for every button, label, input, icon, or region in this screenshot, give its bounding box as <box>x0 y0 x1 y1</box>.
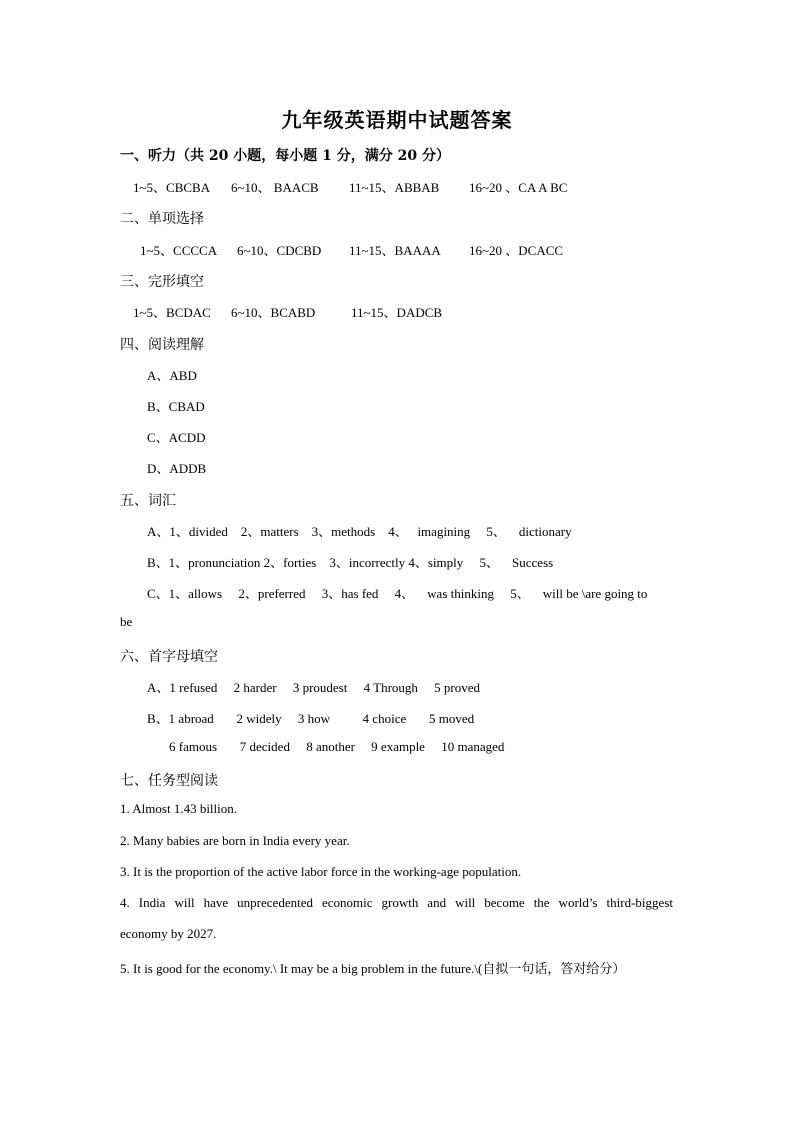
vocabulary-answer-c: C、1、allows 2、preferred 3、has fed 4、 was thinking 5、 will be \are going to <box>147 586 648 601</box>
listening-answer-4: 16~20 、CA A BC <box>469 180 568 195</box>
cloze-answer-2: 6~10、BCABD <box>231 305 316 320</box>
vocabulary-answer-c-continued: be <box>120 614 133 629</box>
page-title: 九年级英语期中试题答案 <box>281 108 513 132</box>
section-heading-reading: 四、阅读理解 <box>120 337 204 353</box>
section-heading-cloze: 三、完形填空 <box>120 274 204 290</box>
task-reading-answer-5: 5. It is good for the economy.\ It may be a big problem in the future.\(自拟一句话，答对给分） <box>120 961 626 976</box>
cloze-answer-3: 11~15、DADCB <box>351 305 443 320</box>
single-choice-answer-3: 11~15、BAAAA <box>349 243 441 258</box>
task-reading-answer-1: 1. Almost 1.43 billion. <box>120 801 238 816</box>
vocabulary-answer-a: A、1、divided 2、matters 3、methods 4、 imagining 5、 dictionary <box>147 524 572 539</box>
section-heading-initial-letter: 六、首字母填空 <box>120 649 218 665</box>
reading-answer-c: C、ACDD <box>147 430 206 445</box>
task-reading-answer-3: 3. It is the proportion of the active labor force in the working-age population. <box>120 864 522 879</box>
initial-letter-answer-b2: 6 famous 7 decided 8 another 9 example 10 managed <box>169 739 505 754</box>
single-choice-answer-2: 6~10、CDCBD <box>237 243 322 258</box>
single-choice-answer-1: 1~5、CCCCA <box>140 243 218 258</box>
section-heading-listening: 一、听力（共 20 小题，每小题 1 分，满分 20 分） <box>120 148 450 164</box>
task-reading-answer-4-line1: 4. India will have unprecedented economic growth and will become the world’s third-biggest <box>120 895 673 910</box>
task-reading-answer-4-line2: economy by 2027. <box>120 926 217 941</box>
section-heading-single-choice: 二、单项选择 <box>120 211 204 227</box>
task-reading-answer-2: 2. Many babies are born in India every year. <box>120 833 350 848</box>
listening-answer-3: 11~15、ABBAB <box>349 180 440 195</box>
listening-answer-1: 1~5、CBCBA <box>133 180 211 195</box>
initial-letter-answer-b1: B、1 abroad 2 widely 3 how 4 choice 5 moved <box>147 711 475 726</box>
reading-answer-d: D、ADDB <box>147 461 207 476</box>
single-choice-answer-4: 16~20 、DCACC <box>469 243 564 258</box>
reading-answer-a: A、ABD <box>147 368 197 383</box>
reading-answer-b: B、CBAD <box>147 399 205 414</box>
section-heading-task-reading: 七、任务型阅读 <box>120 773 218 789</box>
section-heading-vocabulary: 五、词汇 <box>120 493 176 509</box>
initial-letter-answer-a: A、1 refused 2 harder 3 proudest 4 Through 5 proved <box>147 680 480 695</box>
cloze-answer-1: 1~5、BCDAC <box>133 305 211 320</box>
vocabulary-answer-b: B、1、pronunciation 2、forties 3、incorrectly 4、simply 5、 Success <box>147 555 554 570</box>
listening-answer-2: 6~10、 BAACB <box>231 180 319 195</box>
